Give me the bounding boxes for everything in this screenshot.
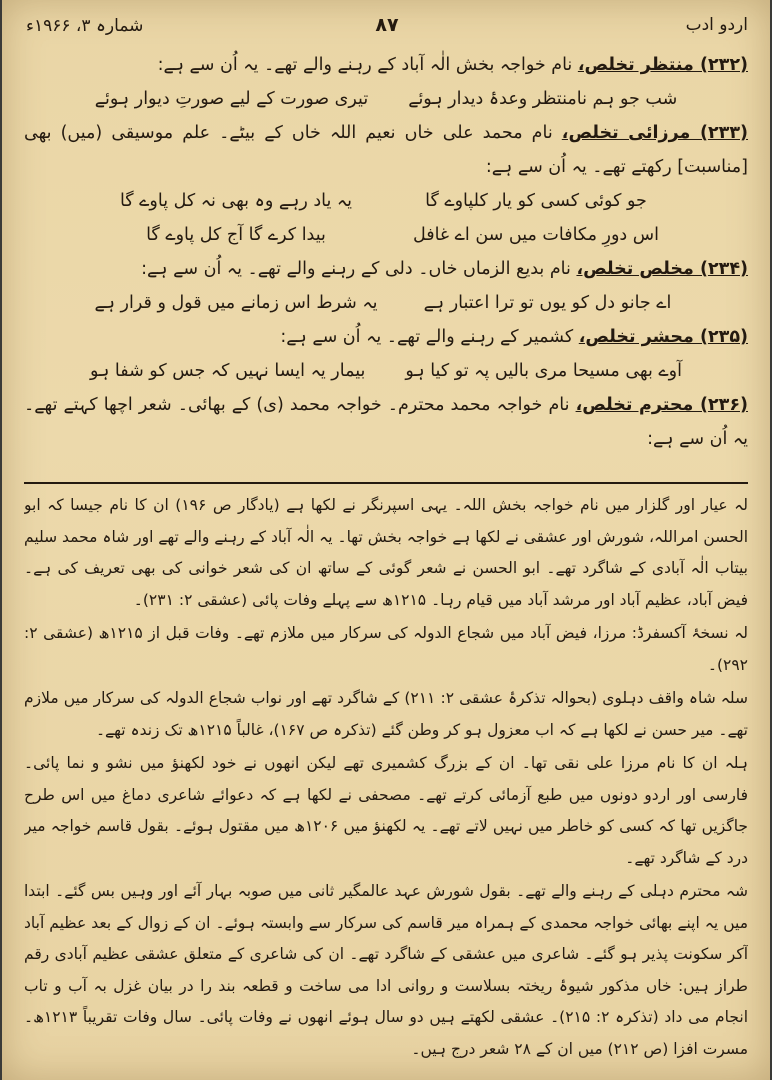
page-header: [26, 8, 748, 42]
verse-couplet: [24, 286, 748, 320]
verse-second-line: یہ شرط اس زمانے میں قول و قرار ہے: [94, 293, 378, 313]
verse-second-line: بیمار یہ ایسا نہیں کہ جس کو شفا ہو: [90, 361, 366, 381]
verse-second-line: بیدا کرے گا آج کل پاوے گا: [146, 225, 326, 245]
entry-text: نام خواجہ محمد محترم۔ خواجہ محمد (ی) کے بھائی۔ شعر اچھا کہتے تھے۔ یہ اُن سے ہے:: [24, 395, 748, 449]
footnote-divider: [24, 482, 748, 484]
verse-first-line: شب جو ہم نامنتظر وعدۂ دیدار ہوئے: [408, 89, 678, 109]
entry-text: نام بدیع الزماں خاں۔ دلی کے رہنے والے تھے۔ یہ اُن سے ہے:: [141, 259, 571, 279]
entry-text: نام خواجہ بخش الٰہ آباد کے رہنے والے تھے۔ یہ اُن سے ہے:: [157, 55, 573, 75]
verse-couplet: [24, 218, 748, 252]
entry-heading: [24, 48, 748, 82]
entry-name: (۲۳۳) مرزائی تخلص،: [561, 123, 748, 143]
verse-first-line: جو کوئی کسی کو یار کلپاوے گا: [425, 191, 647, 211]
footnote: لہ نسخۂ آکسفرڈ: مرزا، فیض آباد میں شجاع الدولہ کی سرکار میں ملازم تھے۔ وفات قبل از ۱۲۱۵ھ (عشقی ۲: ۲۹۲)۔: [24, 624, 748, 674]
verse-first-line: اے جانو دل کو یوں تو ترا اعتبار ہے: [423, 293, 672, 313]
verse-couplet: [24, 184, 748, 218]
verse-couplet: [24, 82, 748, 116]
footnotes: [24, 490, 748, 1070]
footnote: سلہ شاہ واقف دہلوی (بحوالہ تذکرۂ عشقی ۲: ۲۱۱) کے شاگرد تھے اور نواب شجاع الدولہ کی سرکار میں ملازم تھے۔ میر حسن نے لکھا ہے کہ اب معزول ہو کر وطن گئے (تذکرہ ص ۱۶۷)، غالباً ۱۲۱۵ھ تک زندہ تھے۔: [24, 689, 748, 739]
main-text: [24, 48, 748, 478]
page-number: ۸۷: [375, 14, 399, 36]
entry-heading: [24, 388, 748, 456]
verse-first-line: آوے بھی مسیحا مری بالیں پہ تو کیا ہو: [405, 361, 682, 381]
footnote: ہلہ ان کا نام مرزا علی نقی تھا۔ ان کے بزرگ کشمیری تھے لیکن انھوں نے خود لکھنؤ میں نشو و نما پائی۔ فارسی اور اردو دونوں میں طبع آزمائی کرتے تھے۔ مصحفی نے لکھا ہے کہ دعوائے شاعری دماغ میں اس طرح جاگزیں تھا کہ کسی کو خاطر میں نہیں لاتے تھے۔ یہ لکھنؤ میں ۱۲۰۶ھ میں مقتول ہوئے۔ بقول قاسم خواجہ میر درد کے شاگرد تھے۔: [24, 754, 748, 867]
issue-number: شمارہ ۳، ۱۹۶۶ء: [26, 15, 144, 36]
journal-title: اردو ادب: [685, 15, 748, 35]
entry-name: (۲۳۵) محشر تخلص،: [578, 327, 748, 347]
entry-text: کشمیر کے رہنے والے تھے۔ یہ اُن سے ہے:: [280, 327, 574, 347]
verse-first-line: اس دورِ مکافات میں سن اے غافل: [412, 225, 660, 245]
verse-couplet: [24, 354, 748, 388]
footnote: لہ عیار اور گلزار میں نام خواجہ بخش اللہ۔ یہی اسپرنگر نے لکھا ہے (یادگار ص ۱۹۶) ان کا نام جیسا کہ ابو الحسن امراللہ، شورش اور عشقی نے لکھا ہے خواجہ بخش تھا۔ یہ الٰہ آباد کے رہنے والے تھے اور شاہ محمد سلیم بیتاب الٰہ آبادی کے شاگرد تھے۔ ابو الحسن نے شعر گوئی کے ساتھ ان کی شعر خوانی کی بھی تعریف کی ہے۔ فیض آباد، عظیم آباد اور مرشد آباد میں قیام رہا۔ ۱۲۱۵ھ سے پہلے وفات پائی (عشقی ۲: ۲۳۱)۔: [24, 496, 748, 609]
document-page: [2, 0, 770, 1080]
entry-heading: [24, 252, 748, 286]
entry-name: (۲۳۴) مخلص تخلص،: [576, 259, 748, 279]
entry-name: (۲۳۶) محترم تخلص،: [575, 395, 748, 415]
entry-heading: [24, 320, 748, 354]
entry-text: نام محمد علی خاں نعیم اللہ خاں کے بیٹے۔ علم موسیقی (میں) بھی [مناسبت] رکھتے تھے۔ یہ اُن سے ہے:: [24, 123, 748, 177]
entry-heading: [24, 116, 748, 184]
verse-second-line: تیری صورت کے لیے صورتِ دیوار ہوئے: [94, 89, 369, 109]
verse-second-line: یہ یاد رہے وہ بھی نہ کل پاوے گا: [119, 191, 353, 211]
entry-name: (۲۳۲) منتظر تخلص،: [577, 55, 748, 75]
footnote: شہ محترم دہلی کے رہنے والے تھے۔ بقول شورش عہد عالمگیر ثانی میں صوبہ بہار آئے اور وہیں بس گئے۔ ابتدا میں یہ اپنے بھائی خواجہ محمدی کے ہمراہ میر قاسم کی سرکار سے وابستہ ہوئے۔ ان کے زوال کے بعد عظیم آباد آکر سکونت پذیر ہو گئے۔ شاعری میں عشقی کے شاگرد تھے۔ ان کی شاعری کے متعلق عشقی عظیم آبادی رقم طراز ہیں: خاں مذکور شیوۂ ریختہ بسلاست و روانی ادا می ساخت و قطعہ بند را در بیان غزل بہ آب و تاب انجام می داد (تذکرہ ۲: ۲۱۵)۔ عشقی لکھتے ہیں دو سال ہوئے انھوں نے وفات پائی۔ سال وفات تقریباً ۱۲۱۳ھ۔ مسرت افزا (ص ۲۱۲) میں ان کے ۲۸ شعر درج ہیں۔: [24, 882, 748, 1058]
